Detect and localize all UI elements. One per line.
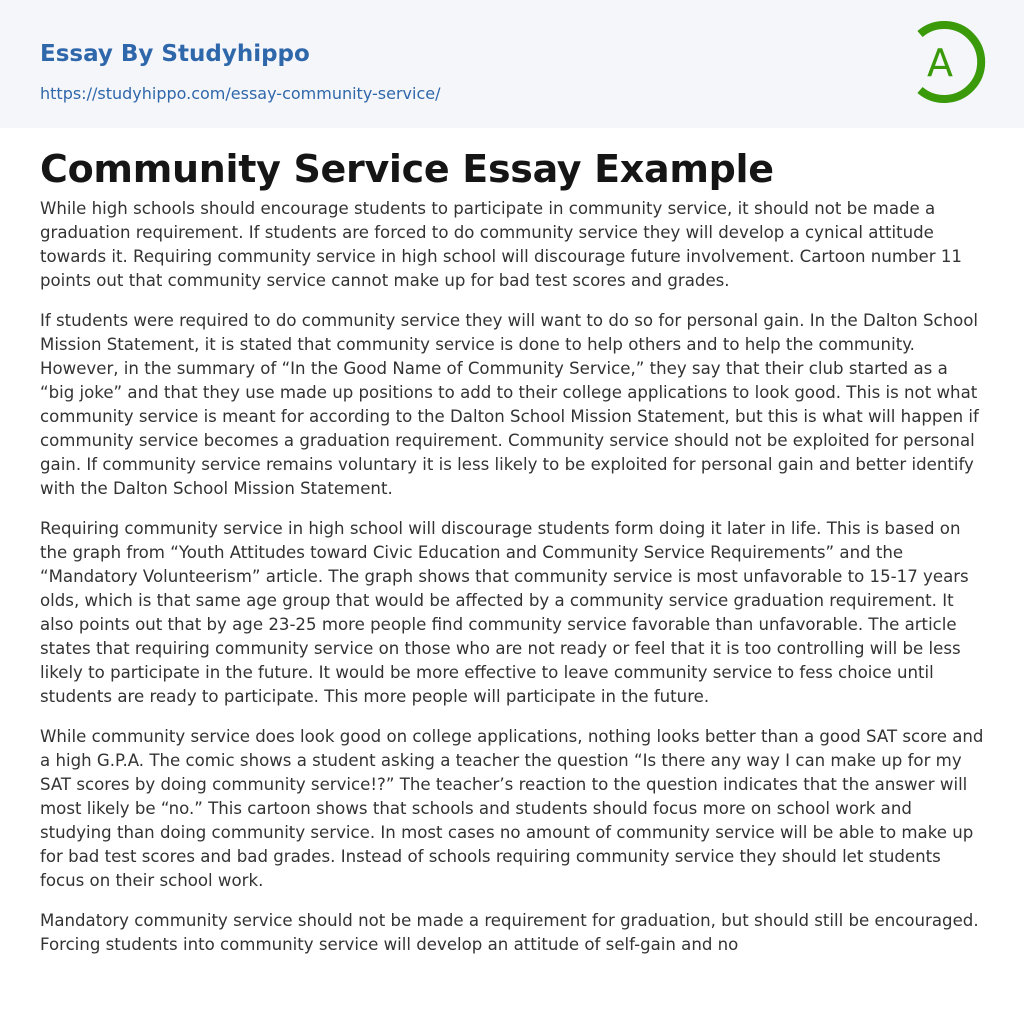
brand-title: Essay By Studyhippo	[40, 41, 310, 67]
logo-letter: A	[927, 41, 953, 85]
essay-url-link[interactable]: https://studyhippo.com/essay-community-service/	[40, 84, 441, 103]
site-header	[0, 0, 1024, 128]
page-title: Community Service Essay Example	[40, 147, 774, 191]
paragraph: While high schools should encourage students to participate in community service, it should not be made a graduation requirement. If students are forced to do community service they will develop a cynical attitude towards it. Requiring community service in high school will discourage future involvement. Cartoon number 11 points out that community service cannot make up for bad test scores and grades.	[40, 199, 962, 290]
studyhippo-logo-icon	[902, 19, 988, 105]
paragraph: Requiring community service in high school will discourage students form doing it later in life. This is based on the graph from “Youth Attitudes toward Civic Education and Community Service Requirements” and the “Mandatory Volunteerism” article. The graph shows that community service is most unfavorable to 15-17 years olds, which is that same age group that would be affected by a community service graduation requirement. It also points out that by age 23-25 more people find community service favorable than unfavorable. The article states that requiring community service on those who are not ready or feel that it is too controlling will be less likely to participate in the future. It would be more effective to leave community service to fess choice until students are ready to participate. This more people will participate in the future.	[40, 519, 969, 706]
paragraph: If students were required to do community service they will want to do so for personal gain. In the Dalton School Mission Statement, it is stated that community service is done to help others and to help the community. However, in the summary of “In the Good Name of Community Service,” they say that their club started as a “big joke” and that they use made up positions to add to their college applications to look good. This is not what community service is meant for according to the Dalton School Mission Statement, but this is what will happen if community service becomes a graduation requirement. Community service should not be exploited for personal gain. If community service remains voluntary it is less likely to be exploited for personal gain and better identify with the Dalton School Mission Statement.	[40, 311, 979, 498]
paragraph: While community service does look good on college applications, nothing looks better than a good SAT score and a high G.P.A. The comic shows a student asking a teacher the question “Is there any way I can make up for my SAT scores by doing community service!?” The teacher’s reaction to the question indicates that the answer will most likely be “no.” This cartoon shows that schools and students should focus more on school work and studying than doing community service. In most cases no amount of community service will be able to make up for bad test scores and bad grades. Instead of schools requiring community service they should let students focus on their school work.	[40, 727, 984, 890]
paragraph: Mandatory community service should not be made a requirement for graduation, but should still be encouraged. Forcing students into community service will develop an attitude of self-gain and no	[40, 911, 979, 954]
essay-body	[0, 128, 1024, 957]
